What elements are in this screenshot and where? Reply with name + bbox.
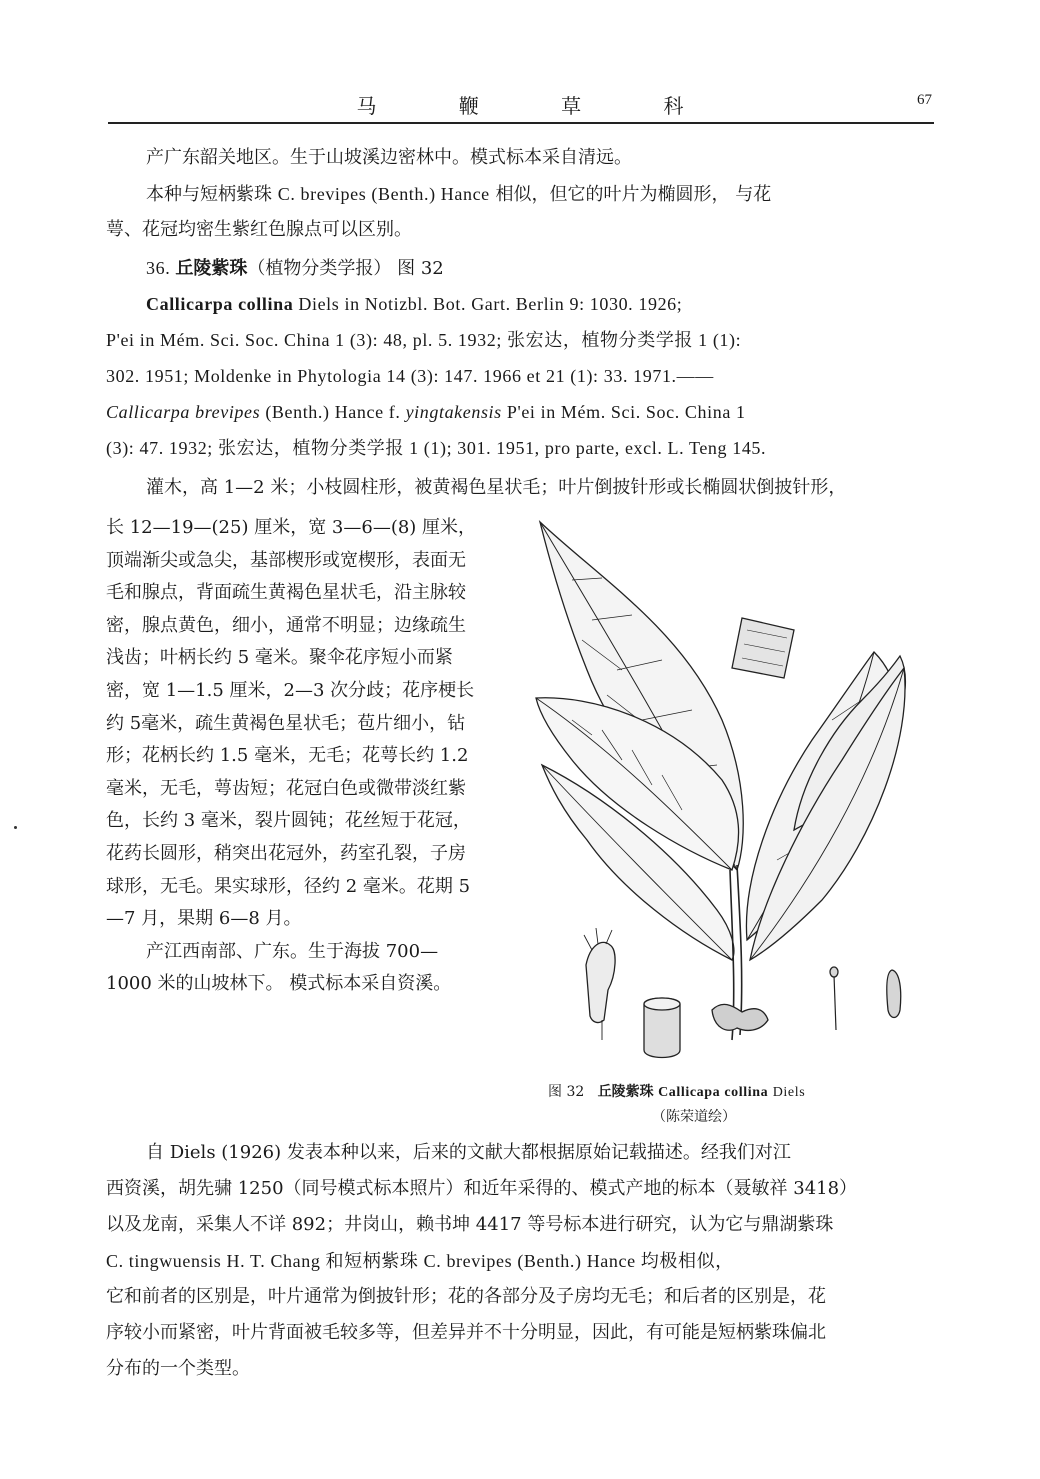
paragraph-comparison-line2: 萼、花冠均密生紫红色腺点可以区别。 (106, 219, 412, 240)
inflorescence (712, 1004, 768, 1030)
paragraph-distribution-prev: 产广东韶关地区。生于山坡溪边密林中。模式标本采自清远。 (146, 147, 632, 168)
note-line-1: 自 Diels (1926) 发表本种以来，后来的文献大都根据原始记载描述。经我们对江 (146, 1142, 791, 1163)
running-head (108, 84, 932, 118)
distribution-text: 产江西南部、广东。生于海拔 700—1000 米的山坡林下。 模式标本采自资溪。 (106, 940, 452, 995)
comparison-latin: C. brevipes (Benth.) Hance (277, 184, 490, 204)
species-heading (146, 256, 444, 281)
flower-detail (586, 942, 615, 1022)
note-line-2: 西资溪，胡先骕 1250（同号模式标本照片）和近年采得的、模式产地的标本（聂敏祥 3418） (106, 1178, 858, 1199)
scientific-name: Callicarpa collina (146, 294, 294, 314)
species-number: 36. (146, 258, 176, 278)
stamen-detail (834, 975, 836, 1030)
synonymy-citation-1: Diels in Notizbl. Bot. Gart. Berlin 9: 1030. 1926; (293, 294, 683, 314)
plant-drawing (532, 520, 942, 1080)
comparison-text-b: 相似，但它的叶片为椭圆形， 与花 (489, 184, 772, 205)
paragraph-comparison-line1 (146, 182, 771, 207)
figure-artist: （陈荣道绘） (652, 1109, 736, 1125)
synonym-author: (Benth.) Hance f. (260, 402, 406, 422)
description-column (106, 512, 478, 1001)
note-line-5: 它和前者的区别是，叶片通常为倒披针形；花的各部分及子房均无毛；和后者的区别是，花 (106, 1286, 826, 1307)
running-head-title: 马 鞭 草 科 (356, 94, 722, 118)
comparison-text-a: 本种与短柄紫珠 (146, 184, 278, 205)
note-line-3: 以及龙南，采集人不详 892；井岗山，赖书坤 4417 等号标本进行研究，认为它与鼎湖紫珠 (106, 1214, 834, 1235)
synonymy-line-2: P'ei in Mém. Sci. Soc. China 1 (3): 48, pl. 5. 1932; 张宏达，植物分类学报 1 (1): (106, 330, 742, 350)
synonym-citation: P'ei in Mém. Sci. Soc. China 1 (501, 402, 746, 422)
header-rule (108, 122, 934, 124)
synonymy-line-4 (106, 400, 746, 424)
page-number: 67 (917, 92, 932, 108)
description-text: 长 12—19—(25) 厘米，宽 3—6—(8) 厘米，顶端渐尖或急尖，基部楔形或宽楔形，表面无毛和腺点，背面疏生黄褐色星状毛，沿主脉较密，腺点黄色，细小，通常不明显；边缘疏生浅齿；叶柄长约 5 毫米。聚伞花序短小而紧密，宽 1—1.5 厘米，2—3 次分歧；花序梗长约 5毫米，疏生黄褐色星状毛；苞片细小，钻形；花柄长约 1.5 毫米，无毛；花萼长约 1.2 毫米，无毛，萼齿短；花冠白色或微带淡红紫色，长约 3 毫米，裂片圆钝；花丝短于花冠，花药长圆形，稍突出花冠外，药室孔裂，子房球形，无毛。果实球形，径约 2 毫米。花期 5—7 月，果期 6—8 月。 (106, 517, 477, 930)
margin-speck (14, 826, 17, 829)
synonym-form: yingtakensis (405, 402, 502, 422)
figure-number: 图 32 (548, 1084, 585, 1100)
note-line-4: C. tingwuensis H. T. Chang 和短柄紫珠 C. brevipes (Benth.) Hance 均极相似， (106, 1251, 734, 1271)
note-line-6: 序较小而紧密，叶片背面被毛较多等，但差异并不十分明显，因此，有可能是短柄紫珠偏北 (106, 1322, 826, 1343)
botanical-illustration (532, 520, 942, 1080)
species-name: 丘陵紫珠 (175, 258, 248, 279)
note-line-7: 分布的一个类型。 (106, 1358, 250, 1379)
anther-detail (887, 970, 901, 1018)
figure-caption (548, 1082, 878, 1103)
synonymy-line-1 (146, 292, 682, 316)
synonymy-line-3: 302. 1951; Moldenke in Phytologia 14 (3): 147. 1966 et 21 (1): 33. 1971.—— (106, 366, 714, 386)
figure-cn-name: 丘陵紫珠 (597, 1084, 654, 1100)
species-reference: （植物分类学报） 图 32 (247, 258, 444, 279)
figure-latin-name: Callicapa collina (658, 1085, 769, 1100)
figure-author: Diels (772, 1085, 806, 1100)
description-first-line: 灌木，高 1—2 米；小枝圆柱形，被黄褐色星状毛；叶片倒披针形或长椭圆状倒披针形， (146, 477, 847, 498)
synonym-name: Callicarpa brevipes (106, 402, 261, 422)
synonymy-line-5: (3): 47. 1932; 张宏达，植物分类学报 1 (1); 301. 1951, pro parte, excl. L. Teng 145. (106, 438, 767, 458)
